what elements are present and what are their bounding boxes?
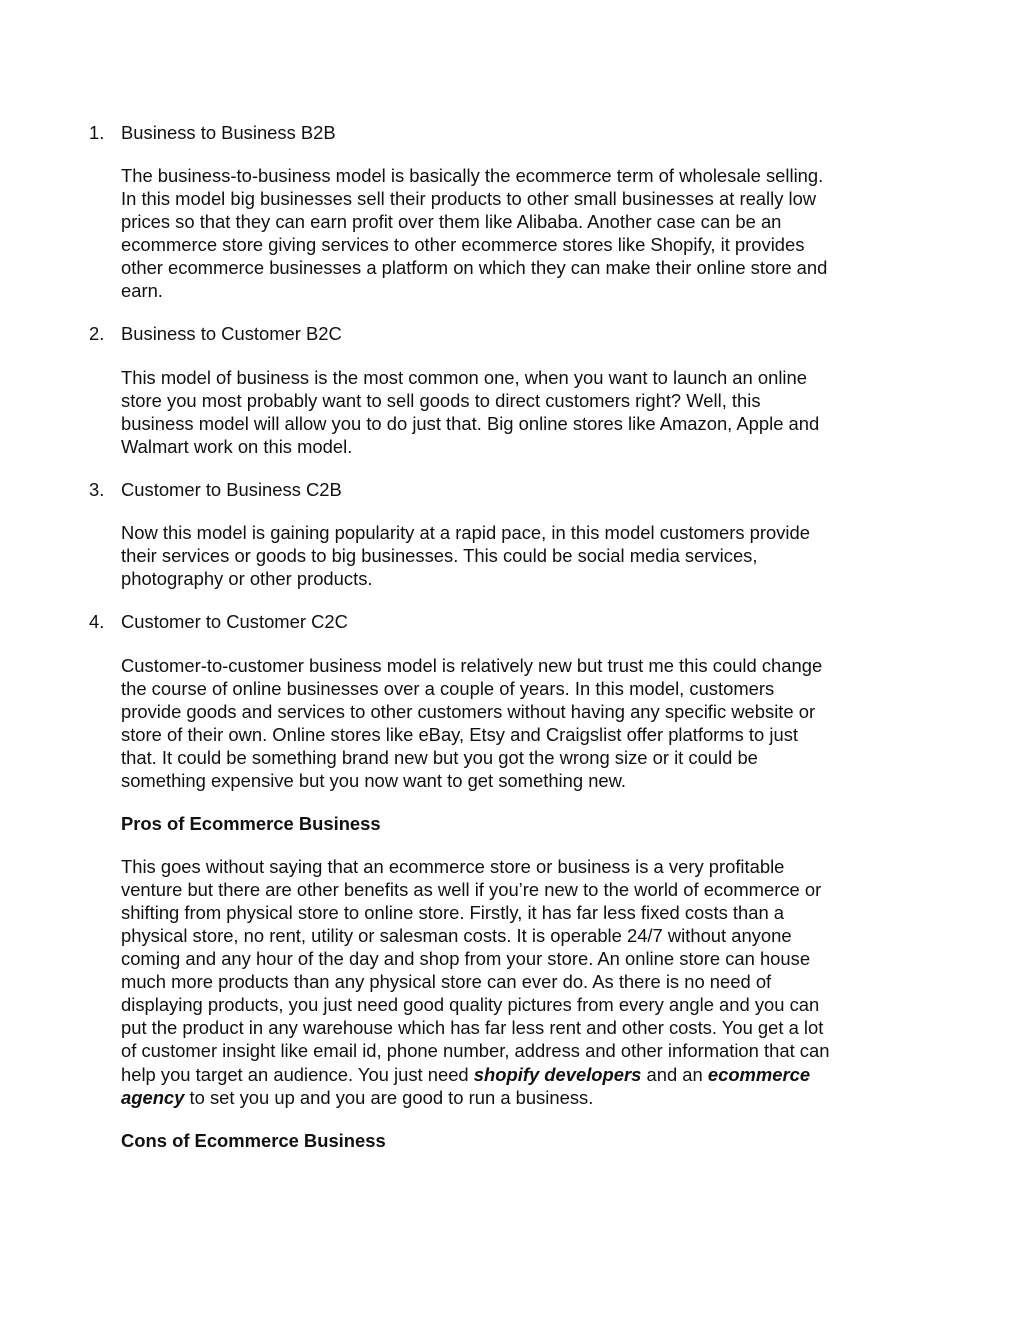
item-1-text-line: other ecommerce businesses a platform on which they can make their online store and (121, 257, 828, 278)
pros-heading: Pros of Ecommerce Business (121, 813, 381, 834)
pros-text-line: displaying products, you just need good quality pictures from every angle and you can (121, 994, 820, 1015)
item-3-text-line: Now this model is gaining popularity at a rapid pace, in this model customers provide (121, 522, 810, 543)
pros-text-line (121, 1063, 810, 1086)
item-4-text-line: the course of online businesses over a couple of years. In this model, customers (121, 678, 775, 699)
item-4-text-line: that. It could be something brand new but you got the wrong size or it could be (121, 747, 758, 768)
item-3-heading: Customer to Business C2B (121, 479, 342, 500)
item-2-text-line: Walmart work on this model. (121, 436, 353, 457)
ecommerce-emphasis: ecommerce (707, 1064, 811, 1085)
pros-text-line: put the product in any warehouse which has far less rent and other costs. You get a lot (121, 1017, 824, 1038)
item-1-text-line: prices so that they can earn profit over them like Alibaba. Another case can be an (121, 211, 782, 232)
list-number-3: 3. (89, 479, 105, 500)
list-number-1: 1. (89, 122, 105, 143)
item-1-text-line: The business-to-business model is basically the ecommerce term of wholesale selling. (121, 165, 824, 186)
pros-text-segment: and an (641, 1064, 708, 1085)
item-1-text-line: ecommerce store giving services to other ecommerce stores like Shopify, it provides (121, 234, 805, 255)
item-3-text-line: photography or other products. (121, 568, 373, 589)
pros-text-line: physical store, no rent, utility or salesman costs. It is operable 24/7 without anyone (121, 925, 792, 946)
item-2-text-line: business model will allow you to do just that. Big online stores like Amazon, Apple and (121, 413, 820, 434)
pros-text-line (121, 1086, 593, 1109)
item-2-text-line: store you most probably want to sell goods to direct customers right? Well, this (121, 390, 761, 411)
pros-text-line: of customer insight like email id, phone number, address and other information that can (121, 1040, 830, 1061)
item-1-text-line: earn. (121, 280, 163, 301)
item-4-text-line: something expensive but you now want to get something new. (121, 770, 627, 791)
pros-text-segment: help you target an audience. You just need (121, 1064, 474, 1085)
pros-text-line: much more products than any physical store can ever do. As there is no need of (121, 971, 772, 992)
item-4-text-line: provide goods and services to other customers without having any specific website or (121, 701, 816, 722)
pros-text-line: shifting from physical store to online store. Firstly, it has far less fixed costs than a (121, 902, 785, 923)
pros-text-line: coming and any hour of the day and shop from your store. An online store can house (121, 948, 811, 969)
list-number-2: 2. (89, 323, 105, 344)
item-2-text-line: This model of business is the most common one, when you want to launch an online (121, 367, 807, 388)
item-1-text-line: In this model big businesses sell their products to other small businesses at really low (121, 188, 817, 209)
item-3-text-line: their services or goods to big businesses. This could be social media services, (121, 545, 758, 566)
item-2-heading: Business to Customer B2C (121, 323, 342, 344)
item-4-text-line: Customer-to-customer business model is relatively new but trust me this could change (121, 655, 823, 676)
pros-text-segment: to set you up and you are good to run a business. (184, 1087, 594, 1108)
shopify-developers-emphasis: shopify developers (473, 1064, 642, 1085)
item-4-heading: Customer to Customer C2C (121, 611, 348, 632)
list-number-4: 4. (89, 611, 105, 632)
item-1-heading: Business to Business B2B (121, 122, 336, 143)
pros-text-line: venture but there are other benefits as well if you’re new to the world of ecommerce or (121, 879, 822, 900)
cons-heading: Cons of Ecommerce Business (121, 1130, 386, 1151)
pros-text-line: This goes without saying that an ecommerce store or business is a very profitable (121, 856, 785, 877)
item-4-text-line: store of their own. Online stores like eBay, Etsy and Craigslist offer platforms to just (121, 724, 798, 745)
agency-emphasis: agency (121, 1087, 185, 1108)
